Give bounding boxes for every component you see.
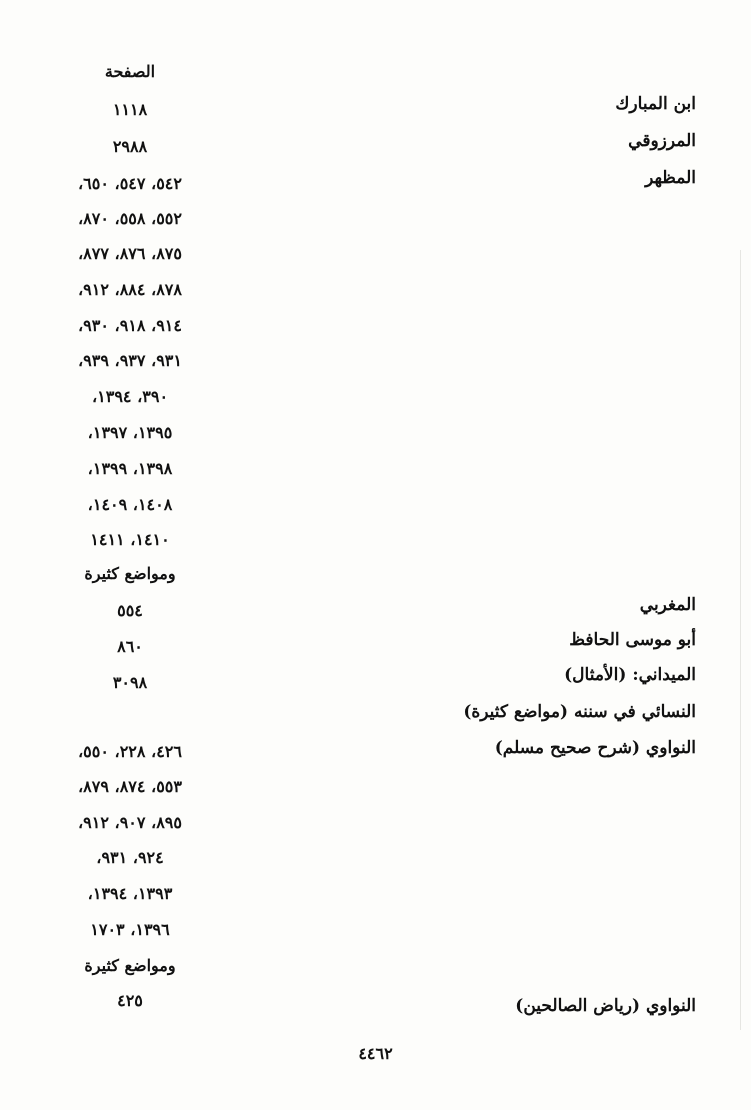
page-refs: ومواضع كثيرة [84,956,176,975]
page-refs: ٣٠٩٨ [112,673,148,692]
page-refs: ١٣٩٨، ١٣٩٩، [87,459,173,478]
page-refs: ١٤٠٨، ١٤٠٩، [87,495,173,514]
page-refs: ٢٩٨٨ [112,137,148,156]
page-refs: ١٣٩٣، ١٣٩٤، [87,884,173,903]
page-refs: ٤٢٥ [117,991,143,1010]
index-name: ابن المبارك [615,94,696,114]
page-refs: ٣٩٠، ١٣٩٤، [91,387,169,406]
page-refs: ٤٢٦، ٢٢٨، ٥٥٠، [78,742,182,761]
page-refs: ٥٤٢، ٥٤٧، ٦٥٠، [78,174,182,193]
page-refs: ٨٧٨، ٨٨٤، ٩١٢، [78,280,182,299]
page-refs: ومواضع كثيرة [84,564,176,583]
index-name: المظهر [645,168,696,188]
index-name: الميداني: (الأمثال) [564,665,696,685]
index-name: النواوي (شرح صحيح مسلم) [494,738,696,758]
page-refs: ٨٦٠ [117,637,143,656]
page-refs: ١٤١٠، ١٤١١ [90,530,170,549]
page-refs: ٨٩٥، ٩٠٧، ٩١٢، [78,813,182,832]
page-number: ٤٤٦٢ [358,1044,393,1063]
index-name: المغربي [639,595,696,615]
page-refs: ٥٥٤ [117,601,143,620]
page-refs: ٨٧٥، ٨٧٦، ٨٧٧، [78,244,182,263]
index-name: النسائي في سننه (مواضع كثيرة) [463,702,696,722]
pages-column-header: الصفحة [104,62,156,81]
page-refs: ١٣٩٦، ١٧٠٣ [90,920,170,939]
page-refs: ١٣٩٥، ١٣٩٧، [87,423,173,442]
scan-edge-line [740,250,741,1030]
index-name: المرزوقي [628,131,696,151]
page-refs: ٥٥٢، ٥٥٨، ٨٧٠، [78,209,182,228]
page-refs: ٩٢٤، ٩٣١، [96,848,164,867]
page-refs: ١١١٨ [112,100,148,119]
index-name: النواوي (رياض الصالحين) [515,996,696,1016]
index-name: أبو موسى الحافظ [569,630,696,650]
page-refs: ٥٥٣، ٨٧٤، ٨٧٩، [78,777,182,796]
page-refs: ٩٣١، ٩٣٧، ٩٣٩، [78,351,182,370]
page-refs: ٩١٤، ٩١٨، ٩٣٠، [78,316,182,335]
